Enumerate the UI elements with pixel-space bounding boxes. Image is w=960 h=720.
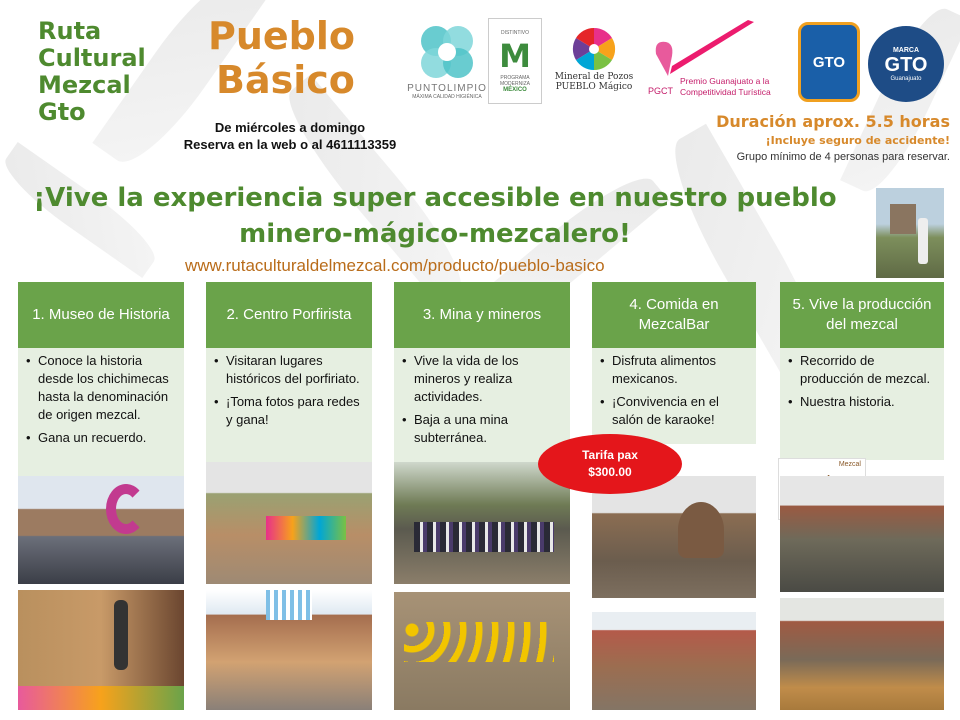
headline-line: minero-mágico-mezcalero! xyxy=(239,219,631,249)
page-title xyxy=(208,14,355,102)
step-item: • Recorrido de producción de mezcal. xyxy=(788,352,936,388)
step-item: • ¡Convivencia en el salón de karaoke! xyxy=(600,393,748,429)
gto-badge-logo xyxy=(798,22,860,102)
duration-main: Duración aprox. 5.5 horas xyxy=(716,112,950,131)
premio-label xyxy=(680,76,771,98)
mezcal-bottle-photo xyxy=(876,188,944,278)
title-line: Básico xyxy=(216,58,355,102)
premio-line: Premio Guanajuato a la xyxy=(680,76,770,86)
step-title: 2. Centro Porfirista xyxy=(226,306,352,323)
mezcal-logo-top: Mezcal xyxy=(838,461,861,468)
step-item: • Disfruta alimentos mexicanos. xyxy=(600,352,748,388)
schedule-days: De miércoles a domingo xyxy=(214,120,366,135)
mezcalbar-photo xyxy=(592,612,756,710)
step-1-body xyxy=(18,348,184,476)
tarifa-price: $300.00 xyxy=(588,465,632,479)
production-group-photo xyxy=(780,476,944,592)
agave-photo xyxy=(780,598,944,710)
headline-line: ¡Vive la experiencia super accesible en nuestro pueblo xyxy=(33,183,837,213)
headline xyxy=(0,180,870,252)
step-item: • Vive la vida de los mineros y realiza actividades. xyxy=(402,352,562,406)
helmet-group-photo xyxy=(394,592,570,710)
insurance-note: ¡Incluye seguro de accidente! xyxy=(765,134,950,147)
mineral-label: Mineral de Pozos xyxy=(554,72,634,82)
step-title: 1. Museo de Historia xyxy=(32,306,170,323)
puntolimpio-sub: MÁXIMA CALIDAD HIGIÉNICA xyxy=(412,93,482,100)
step-3-body xyxy=(394,348,570,462)
step-4-header xyxy=(592,282,756,348)
step-4-body xyxy=(592,348,756,444)
step-item: • Gana un recuerdo. xyxy=(26,429,176,447)
brand-line: Cultural xyxy=(38,44,146,72)
museo-group-photo xyxy=(18,476,184,584)
mineral-de-pozos-logo xyxy=(548,14,640,104)
schedule-reserve: Reserva en la web o al 4611113359 xyxy=(183,137,397,152)
distintivo-m-logo xyxy=(488,18,542,104)
step-item: • Baja a una mina subterránea. xyxy=(402,411,562,447)
guanajuato-label: Guanajuato xyxy=(890,75,922,82)
oven-photo xyxy=(592,476,756,598)
distintivo-label: DISTINTIVO xyxy=(500,29,530,36)
gto-badge-text: GTO xyxy=(812,53,846,71)
marca-gto-label: GTO xyxy=(884,53,928,76)
schedule xyxy=(140,119,440,153)
step-item: • Nuestra historia. xyxy=(788,393,936,411)
m-icon: M xyxy=(499,36,531,75)
step-title: 4. Comida en MezcalBar xyxy=(629,296,719,333)
pueblo-magico-label: PUEBLO Mágico xyxy=(555,82,633,92)
street-photo xyxy=(206,590,372,710)
pgct-label: PGCT xyxy=(648,86,674,96)
brand-line: Ruta xyxy=(38,17,102,45)
premio-guanajuato-logo xyxy=(646,18,794,102)
step-item: • Conoce la historia desde los chichimecas hasta la denominación de origen mezcal. xyxy=(26,352,176,424)
brand-title xyxy=(38,18,146,126)
step-title: 3. Mina y mineros xyxy=(422,306,542,323)
product-link[interactable]: www.rutaculturaldelmezcal.com/producto/pueblo-basico xyxy=(185,256,605,275)
mexico-label: MÉXICO xyxy=(503,86,527,93)
climbing-wall-photo xyxy=(18,590,184,710)
brand-line: Gto xyxy=(38,98,86,126)
puntolimpio-logo xyxy=(407,16,487,104)
step-5-body xyxy=(780,348,944,460)
step-item: • Visitaran lugares históricos del porfiriato. xyxy=(214,352,364,388)
porfirista-plaza-photo xyxy=(206,462,372,584)
title-line: Pueblo xyxy=(208,14,356,58)
puntolimpio-icon xyxy=(416,21,478,83)
marca-gto-logo xyxy=(868,26,944,102)
group-minimum: Grupo mínimo de 4 personas para reservar. xyxy=(736,151,950,163)
step-title: 5. Vive la producción del mezcal xyxy=(792,296,932,333)
step-5-header xyxy=(780,282,944,348)
marca-label: MARCA xyxy=(892,46,920,54)
step-item: • ¡Toma fotos para redes y gana! xyxy=(214,393,364,429)
tarifa-badge xyxy=(538,434,682,494)
pinwheel-icon xyxy=(571,26,617,72)
tarifa-label: Tarifa pax xyxy=(582,448,638,462)
step-1-header xyxy=(18,282,184,348)
premio-line: Competitividad Turística xyxy=(680,87,771,97)
puntolimpio-label: PUNTOLIMPIO xyxy=(407,82,487,94)
step-2-header xyxy=(206,282,372,348)
step-2-body xyxy=(206,348,372,462)
step-3-header xyxy=(394,282,570,348)
moderniza-label: PROGRAMA MODERNIZA xyxy=(500,74,530,87)
brand-line: Mezcal xyxy=(38,71,131,99)
duration-block xyxy=(716,112,950,163)
